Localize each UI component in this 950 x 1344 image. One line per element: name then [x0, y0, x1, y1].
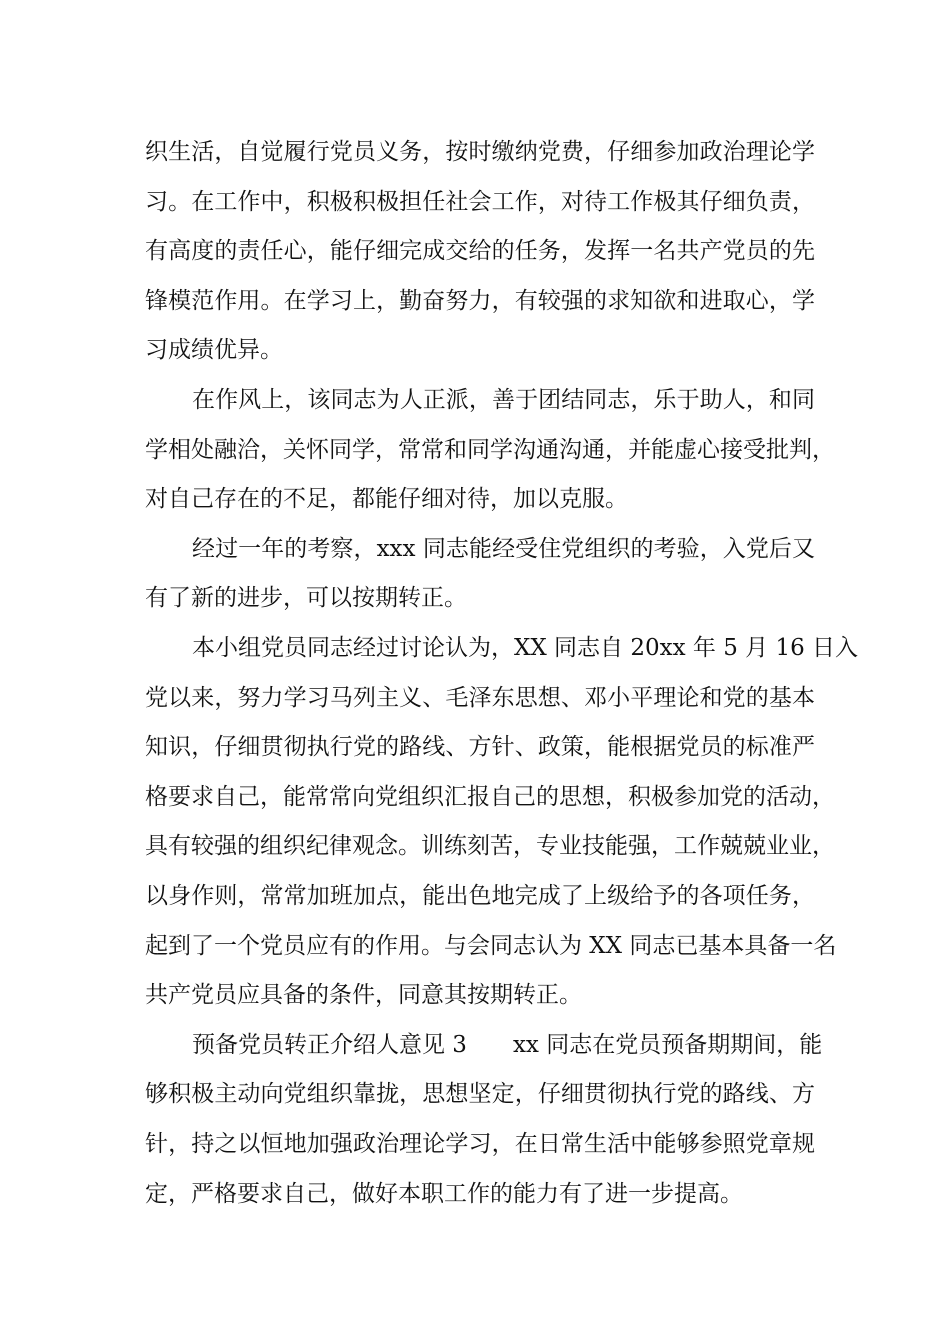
text-line: 共产党员应具备的条件，同意其按期转正。 — [145, 982, 582, 1008]
text-line: 本小组党员同志经过讨论认为，XX 同志自 20xx 年 5 月 16 日入 — [192, 635, 859, 661]
text-line: 经过一年的考察，xxx 同志能经受住党组织的考验，入党后又 — [192, 536, 815, 562]
text-line: 够积极主动向党组织靠拢，思想坚定，仔细贯彻执行党的路线、方 — [145, 1081, 815, 1107]
text-line: 定，严格要求自己，做好本职工作的能力有了进一步提高。 — [145, 1181, 743, 1207]
text-line: 有了新的进步，可以按期转正。 — [145, 585, 467, 611]
text-line: 习成绩优异。 — [145, 337, 283, 363]
text-line: 习。在工作中，积极积极担任社会工作，对待工作极其仔细负责， — [145, 189, 815, 215]
text-line: 有高度的责任心，能仔细完成交给的任务，发挥一名共产党员的先 — [145, 238, 815, 264]
text-line: 锋模范作用。在学习上，勤奋努力，有较强的求知欲和进取心，学 — [145, 288, 815, 314]
text-line: 以身作则，常常加班加点，能出色地完成了上级给予的各项任务， — [145, 883, 815, 909]
text-line: 预备党员转正介绍人意见 3 xx 同志在党员预备期期间，能 — [192, 1032, 823, 1058]
text-line: 在作风上，该同志为人正派，善于团结同志，乐于助人，和同 — [192, 387, 815, 413]
text-line: 针，持之以恒地加强政治理论学习，在日常生活中能够参照党章规 — [145, 1131, 815, 1157]
text-line: 学相处融洽，关怀同学，常常和同学沟通沟通，并能虚心接受批判， — [145, 437, 835, 463]
text-line: 织生活，自觉履行党员义务，按时缴纳党费，仔细参加政治理论学 — [145, 139, 815, 165]
text-line: 党以来，努力学习马列主义、毛泽东思想、邓小平理论和党的基本 — [145, 685, 815, 711]
text-line: 知识，仔细贯彻执行党的路线、方针、政策，能根据党员的标准严 — [145, 734, 815, 760]
text-line: 具有较强的组织纪律观念。训练刻苦，专业技能强，工作兢兢业业， — [145, 833, 835, 859]
text-line: 起到了一个党员应有的作用。与会同志认为 XX 同志已基本具备一名 — [145, 933, 837, 959]
text-line: 格要求自己，能常常向党组织汇报自己的思想，积极参加党的活动， — [145, 784, 835, 810]
text-line: 对自己存在的不足，都能仔细对待，加以克服。 — [145, 486, 628, 512]
